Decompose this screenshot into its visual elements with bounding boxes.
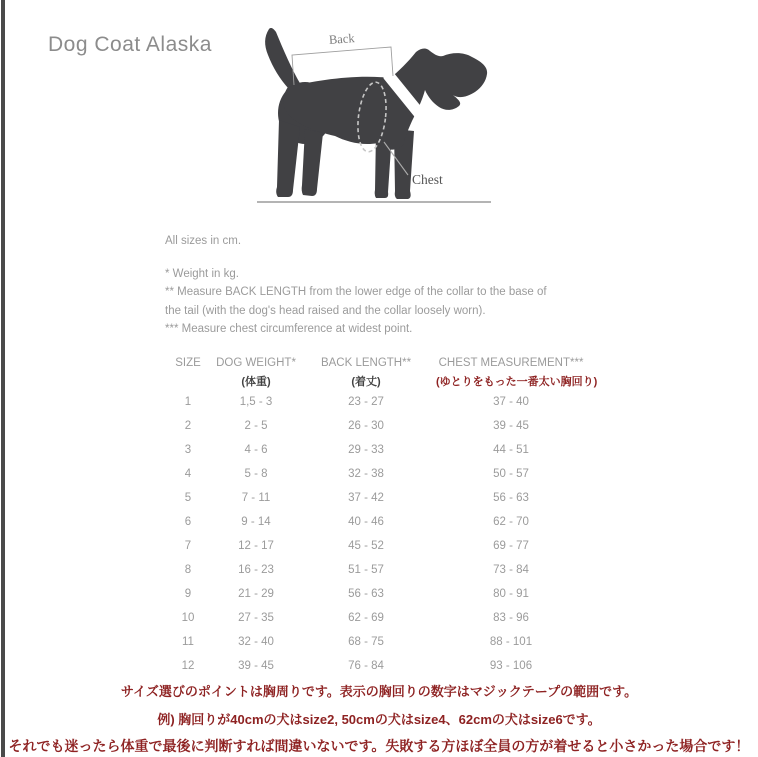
size-table	[160, 354, 598, 678]
table-row: 7 12 - 17 45 - 52 69 - 77	[184, 540, 529, 552]
col-header-size: SIZE	[175, 356, 201, 369]
sizing-advice-text	[0, 681, 758, 756]
table-row: 9 21 - 29 56 - 63 80 - 91	[184, 588, 529, 600]
dog-rear-leg-back	[276, 120, 300, 197]
subheader-back-jp: (着丈)	[351, 375, 381, 388]
chest-label: Chest	[412, 172, 443, 187]
dog-tail	[265, 28, 301, 88]
table-row: 4 5 - 8 32 - 38 50 - 57	[184, 468, 529, 480]
note-chest: *** Measure chest circumference at widest point.	[165, 323, 413, 335]
advice-line-1: サイズ選びのポイントは胸周りです。表示の胸回りの数字はマジックテープの範囲です。	[120, 684, 638, 699]
table-row: 1 1,5 - 3 23 - 27 37 - 40	[184, 396, 529, 408]
scan-edge-line	[1, 0, 5, 757]
table-row: 6 9 - 14 40 - 46 62 - 70	[184, 516, 529, 528]
note-weight: * Weight in kg.	[165, 267, 239, 280]
dog-measurement-diagram	[255, 25, 525, 215]
table-row: 10 27 - 35 62 - 69 83 - 96	[181, 612, 529, 624]
table-row: 12 39 - 45 76 - 84 93 - 106	[181, 660, 533, 672]
col-header-chest: CHEST MEASUREMENT***	[438, 356, 584, 369]
table-row: 8 16 - 23 51 - 57 73 - 84	[184, 564, 529, 576]
col-header-back-length: BACK LENGTH**	[320, 356, 412, 369]
table-row: 11 32 - 40 68 - 75 88 - 101	[182, 636, 533, 648]
measurement-notes	[165, 232, 547, 339]
back-label: Back	[328, 31, 356, 47]
advice-line-2: 例) 胸回りが40cmの犬はsize2, 50cmの犬はsize4、62cmの犬はsize6です。	[157, 712, 601, 727]
note-back-length-2: the tail (with the dog's head raised and the collar loosely worn).	[165, 304, 486, 317]
subheader-chest-jp: (ゆとりをもった一番太い胸回り)	[436, 375, 598, 388]
dog-rear-leg-front	[302, 129, 323, 196]
page-title: Dog Coat Alaska	[48, 33, 212, 56]
table-subheader-row	[160, 371, 598, 390]
table-row: 5 7 - 11 37 - 42 56 - 63	[184, 492, 529, 504]
table-header-row	[160, 354, 590, 371]
note-all-sizes: All sizes in cm.	[165, 235, 242, 247]
table-row: 2 2 - 5 26 - 30 39 - 45	[184, 420, 529, 432]
table-row: 3 4 - 6 29 - 33 44 - 51	[184, 444, 529, 456]
subheader-weight-jp: (体重)	[241, 375, 271, 388]
advice-line-3: それでも迷ったら体重で最後に判断すれば間違いないです。失敗する方ほぼ全員の方が着せると小さかった場合です！	[8, 738, 750, 754]
col-header-weight: DOG WEIGHT*	[216, 356, 296, 369]
note-back-length-1: ** Measure BACK LENGTH from the lower edge of the collar to the base of	[165, 286, 547, 298]
